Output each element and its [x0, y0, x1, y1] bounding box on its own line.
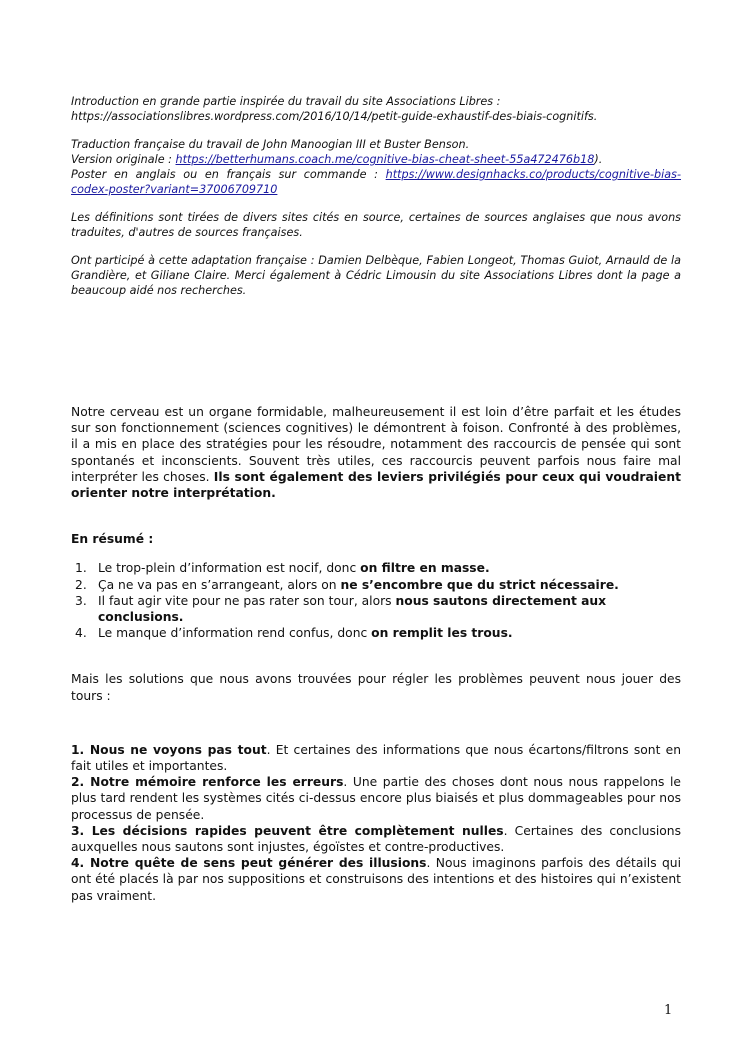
point-text: . Et certaines des informations que nous écartons/filtrons sont en fait utiles et importantes. [71, 742, 681, 774]
summary-item [71, 560, 681, 576]
point-title: 2. Notre mémoire renforce les erreurs [71, 775, 344, 790]
summary-item-bold: ne s’encombre que du strict nécessaire. [340, 577, 619, 592]
intro-source-line: Introduction en grande partie inspirée du travail du site Associations Libres : [71, 95, 501, 108]
poster-link[interactable]: https://www.designhacks.co/products/cognitive-bias-codex-poster?variant=37006709710 [71, 168, 681, 196]
original-version-link[interactable]: https://betterhumans.coach.me/cognitive-bias-cheat-sheet-55a472476b18 [175, 153, 595, 166]
page-number: 1 [664, 1003, 673, 1018]
poster-label: Poster en anglais ou en français sur commande : [71, 168, 386, 181]
point-text: . Certaines des conclusions auxquelles nous sautons sont injustes, égoïstes et contre-productives. [71, 823, 681, 855]
intro-paragraph-text: Notre cerveau est un organe formidable, malheureusement il est loin d’être parfait et les études sur son fonctionnement (sciences cognitives) le démontrent à foison. Confronté à des problèmes, il a mis en place des stratégies pour les résoudre, notamment des raccourcis de pensée qui sont spontanés et inconscients. Souvent très utiles, ces raccourcis peuvent parfois nous faire mal interpréter les choses. [71, 405, 681, 484]
intro-translation-paragraph [71, 137, 681, 197]
solutions-paragraph: Mais les solutions que nous avons trouvées pour régler les problèmes peuvent nous jouer des tours : [71, 672, 681, 703]
version-label: Version originale : [71, 153, 176, 166]
summary-item-text: Le trop-plein d’information est nocif, donc [98, 561, 361, 576]
intro-source-url: https://associationslibres.wordpress.com/2016/10/14/petit-guide-exhaustif-des-biais-cognitifs. [71, 110, 598, 123]
intro-source-paragraph [71, 94, 681, 124]
summary-item-bold: on remplit les trous. [371, 626, 513, 641]
summary-item-text: Le manque d’information rend confus, donc [98, 626, 372, 641]
contributors-note: Ont participé à cette adaptation française : Damien Delbèque, Fabien Longeot, Thomas Guiot, Arnauld de la Grandière, et Giliane Claire. Merci également à Cédric Limousin du site Associations Libres dont la page a beaucoup aidé nos recherches. [71, 254, 681, 297]
summary-item-number: 2. [75, 577, 87, 592]
intro-paragraph-bold: Ils sont également des leviers privilégiés pour ceux qui voudraient orienter notre interprétation. [71, 469, 681, 501]
version-suffix: ). [594, 153, 603, 166]
point-title: 4. Notre quête de sens peut générer des illusions [71, 856, 427, 871]
translation-credit: Traduction française du travail de John Manoogian III et Buster Benson. [71, 138, 470, 151]
summary-item-number: 3. [75, 593, 87, 608]
intro-section [71, 94, 681, 311]
point-title: 1. Nous ne voyons pas tout [71, 742, 267, 757]
main-section [71, 404, 681, 904]
summary-list [71, 560, 681, 641]
summary-item-bold: on filtre en masse. [360, 561, 490, 576]
summary-item [71, 625, 681, 641]
summary-item-text: Ça ne va pas en s’arrangeant, alors on [98, 577, 341, 592]
summary-item-number: 4. [75, 626, 87, 641]
point-title: 3. Les décisions rapides peuvent être complètement nulles [71, 823, 504, 838]
summary-heading: En résumé : [71, 532, 154, 547]
summary-item [71, 577, 681, 593]
summary-item-text: Il faut agir vite pour ne pas rater son tour, alors [98, 593, 396, 608]
summary-item-bold: nous sautons directement aux conclusions. [98, 593, 607, 625]
summary-item-number: 1. [75, 561, 87, 576]
problem-points [71, 742, 681, 904]
definitions-note: Les définitions sont tirées de divers sites cités en source, certaines de sources anglaises que nous avons traduites, d'autres de sources françaises. [71, 211, 681, 239]
intro-paragraph [71, 404, 681, 501]
summary-item [71, 593, 681, 625]
point-text: . Nous imaginons parfois des détails qui ont été placés là par nos suppositions et construisons des intentions et des histoires qui n’existent pas vraiment. [71, 856, 681, 903]
point-text: . Une partie des choses dont nous nous rappelons le plus tard rendent les systèmes cités ci-dessus encore plus biaisés et plus dommageables pour nos processus de pensée. [71, 775, 681, 822]
